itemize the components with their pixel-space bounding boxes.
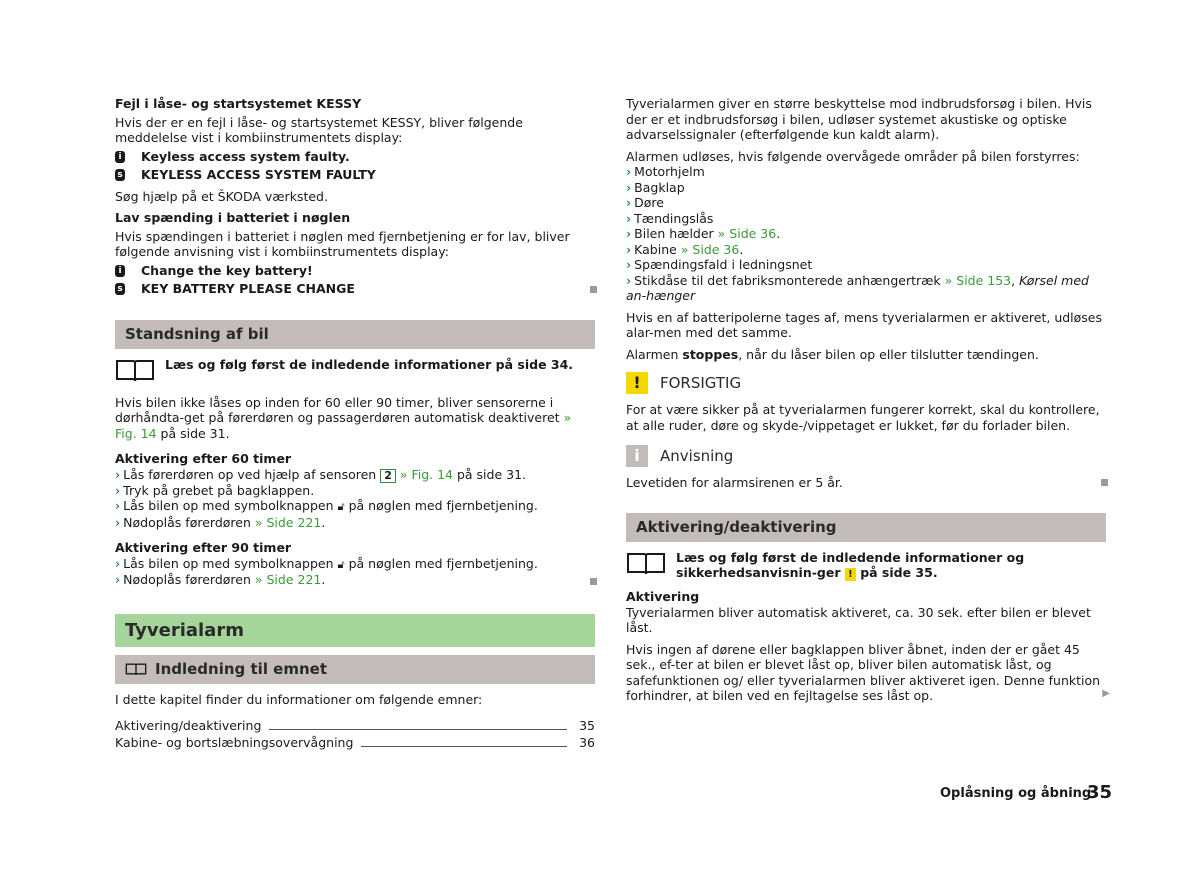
kessy-heading: Fejl i låse- og startsystemet KESSY	[115, 96, 362, 111]
unlock-icon: 🔓︎	[337, 557, 345, 571]
after60-list	[115, 467, 595, 531]
kessy-message-2: s KEYLESS ACCESS SYSTEM FAULTY	[115, 166, 595, 184]
section-end-marker	[1101, 479, 1108, 486]
forsigtig-header: ! FORSIGTIG	[626, 372, 1106, 394]
stop-text: Alarmen stoppes, når du låser bilen op eller tilslutter tændingen.	[626, 346, 1039, 362]
section-end-marker	[590, 578, 597, 585]
section-bar-standsning: Standsning af bil	[115, 320, 595, 349]
fig14-link[interactable]: » Fig. 14	[115, 410, 572, 441]
after60-heading: Aktivering efter 60 timer	[115, 451, 292, 466]
side221-link[interactable]: » Side 221	[254, 572, 322, 587]
battery-message-1: i Change the key battery!	[115, 262, 595, 280]
page-number: 35	[1087, 782, 1113, 803]
standsning-text: Hvis bilen ikke låses op inden for 60 eller 90 timer, bliver sensorerne i dørhåndta-get på førerdøren og passagerdøren automatisk deaktiveret » Fig. 14 på side 31.	[115, 394, 572, 441]
section-bar-indledning: Indledning til emnet	[115, 655, 595, 684]
section-end-marker	[590, 286, 597, 293]
list-item: › Lås bilen op med symbolknappen 🔓︎ på nøglen med fjernbetjening.	[115, 555, 538, 571]
aktivering-text: Tyverialarmen bliver automatisk aktiveret, ca. 30 sek. efter bilen er blevet låst.	[626, 604, 1091, 635]
list-item: › Lås bilen op med symbolknappen 🔓︎ på nøglen med fjernbetjening.	[115, 498, 538, 513]
side36-link[interactable]: » Side 36	[717, 226, 777, 241]
standsning-note: Læs og følg først de indledende informationer på side 34.	[115, 357, 595, 383]
after90-list	[115, 556, 595, 588]
list-item: › Nødoplås førerdøren » Side 221.	[115, 514, 326, 530]
toc-entry[interactable]: Kabine- og bortslæbningsovervågning 36	[115, 735, 595, 750]
section-bar-aktdeakt: Aktivering/deaktivering	[626, 513, 1106, 542]
battery-text: Hvis spændingen i batteriet i nøglen med fjernbetjening er for lav, bliver følgende anvisning vist i kombiinstrumentets display:	[115, 228, 570, 259]
warning-icon: !	[845, 568, 856, 581]
left-column	[115, 96, 595, 751]
fig14-link[interactable]: » Fig. 14	[395, 466, 453, 482]
unlock-icon: 🔓︎	[337, 500, 345, 513]
list-item: › Bagklap	[626, 179, 685, 195]
right-column	[626, 96, 1110, 710]
anvisning-header: i Anvisning	[626, 445, 1106, 467]
alarm-intro: Tyverialarmen giver en større beskyttelse mod indbrudsforsøg i bilen. Hvis der er et indbrudsforsøg i bilen, udløser systemet akustiske og optiske advarselssignaler (efterfølgende kun kaldt alarm).	[626, 96, 1092, 142]
book-icon	[115, 357, 155, 383]
battery-poles-text: Hvis en af batteripolerne tages af, mens tyverialarmen er aktiveret, udløses alar-men med det samme.	[626, 309, 1103, 340]
book-icon	[125, 662, 147, 676]
side221-link[interactable]: » Side 221	[254, 514, 322, 530]
list-item: › Tændingslås	[626, 210, 714, 226]
list-item: › Nødoplås førerdøren » Side 221.	[115, 572, 595, 588]
battery-message-2: s KEY BATTERY PLEASE CHANGE	[115, 280, 595, 298]
list-item: › Spændingsfald i ledningsnet	[626, 257, 813, 272]
trigger-text: Alarmen udløses, hvis følgende overvågede områder på bilen forstyrres:	[626, 148, 1080, 164]
after90-heading: Aktivering efter 90 timer	[115, 540, 292, 555]
display-s-icon: s	[115, 283, 125, 295]
kessy-message-1: i Keyless access system faulty.	[115, 148, 595, 166]
side36-link[interactable]: » Side 36	[680, 241, 740, 257]
kessy-help: Søg hjælp på et ŠKODA værksted.	[115, 188, 328, 204]
book-icon	[626, 550, 666, 576]
list-item: › Bilen hælder » Side 36.	[626, 226, 781, 241]
list-item: › Stikdåse til det fabriksmonterede anhængertræk » Side 153, Kørsel med an-hænger	[626, 272, 1089, 303]
list-item: › Lås førerdøren op ved hjælp af sensoren 2 » Fig. 14 på side 31.	[115, 466, 527, 482]
side153-link[interactable]: » Side 153	[944, 272, 1012, 288]
forsigtig-text: For at være sikker på at tyverialarmen fungerer korrekt, skal du kontrollere, at alle ruder, døre og skyde-/vippetaget er lukket, før du forlader bilen.	[626, 402, 1100, 433]
display-s-icon: s	[115, 169, 125, 181]
footer-section: Oplåsning og åbning	[940, 786, 1092, 801]
continue-arrow-icon: ▶	[1102, 688, 1110, 699]
aktivering-text-2: Hvis ingen af dørene eller bagklappen bliver åbnet, inden der er gået 45 sek., ef-ter at bilen er blevet låst op, bliver bilen automatisk låst, og safefunktionen og/ eller tyverialarmen bliver aktiveret igen. Denne funktion forhindrer, at bilen ved en fejltagelse ses låst op. ▶	[626, 641, 1110, 703]
list-item: › Tryk på grebet på bagklappen.	[115, 482, 315, 498]
trigger-list	[626, 164, 1106, 304]
aktdeakt-note: Læs og følg først de indledende informationer og sikkerhedsanvisnin-ger ! på side 35.	[626, 550, 1106, 582]
list-item: › Motorhjelm	[626, 164, 705, 179]
info-icon: i	[626, 445, 648, 467]
toc-entry[interactable]: Aktivering/deaktivering 35	[115, 718, 595, 733]
sensor-key-box: 2	[380, 469, 396, 483]
battery-heading: Lav spænding i batteriet i nøglen	[115, 210, 351, 225]
indledning-text: I dette kapitel finder du informationer om følgende emner:	[115, 691, 483, 707]
list-item: › Kabine » Side 36.	[626, 241, 744, 257]
warning-icon: !	[626, 372, 648, 394]
anvisning-text: Levetiden for alarmsirenen er 5 år.	[626, 475, 1106, 491]
display-info-icon: i	[115, 265, 125, 277]
display-info-icon: i	[115, 151, 125, 163]
list-item: › Døre	[626, 195, 664, 210]
kessy-text: Hvis der er en fejl i låse- og startsystemet KESSY, bliver følgende meddelelse vist i kombiinstrumentets display:	[115, 114, 523, 145]
chapter-bar-tyverialarm: Tyverialarm	[115, 614, 595, 647]
aktivering-heading: Aktivering	[626, 589, 700, 604]
